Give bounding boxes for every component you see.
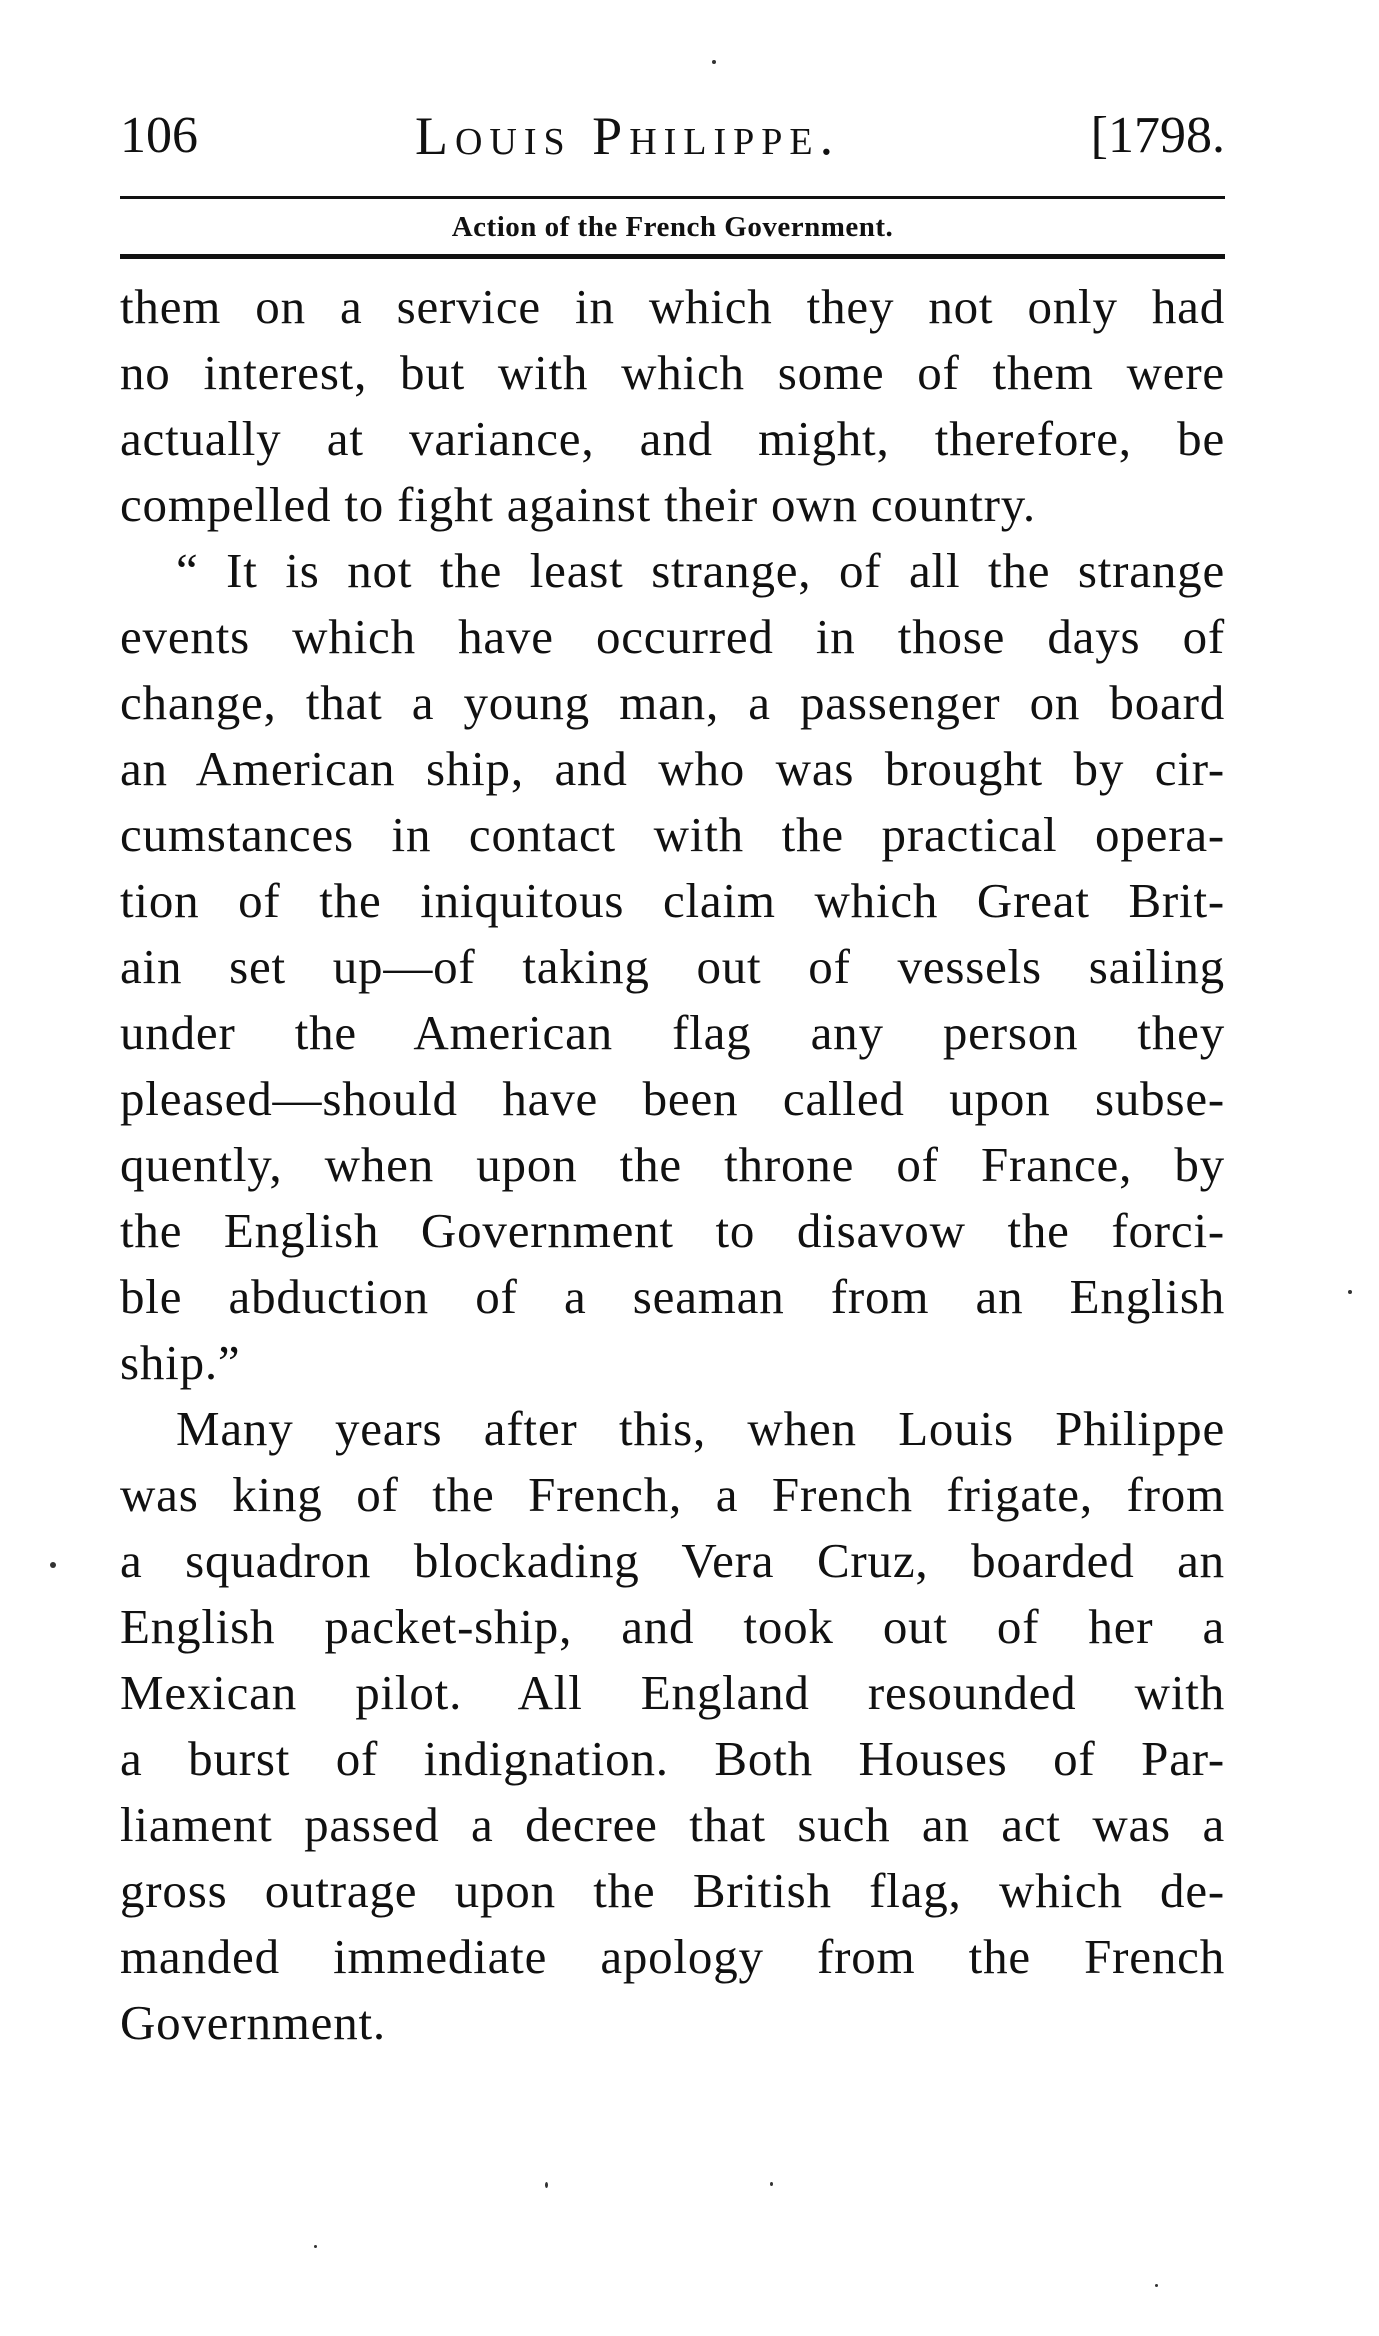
- scan-speck: [50, 1562, 56, 1568]
- text-line: the English Government to disavow the forci-: [120, 1203, 1225, 1258]
- page-header: [120, 100, 1225, 180]
- text-line: Mexican pilot. All England resounded with: [120, 1665, 1225, 1720]
- section-title: Action of the French Government.: [451, 211, 894, 243]
- header-rule-bottom: [120, 254, 1225, 259]
- text-line: actually at variance, and might, therefore, be: [120, 411, 1225, 466]
- scan-speck: [314, 2245, 317, 2248]
- text-line: events which have occurred in those days of: [120, 609, 1225, 664]
- year-marker: [1798.: [1090, 107, 1225, 164]
- scan-speck: [770, 2182, 773, 2186]
- text-line: pleased—should have been called upon subse-: [120, 1071, 1225, 1126]
- scan-speck: [712, 60, 716, 64]
- paragraph-2: [120, 538, 1225, 1396]
- body-text: [120, 274, 1225, 2056]
- text-line: compelled to fight against their own country.: [120, 477, 1036, 532]
- text-line: Many years after this, when Louis Philippe: [176, 1401, 1225, 1456]
- text-line: ain set up—of taking out of vessels sailing: [120, 939, 1225, 994]
- text-line: liament passed a decree that such an act was a: [120, 1797, 1225, 1852]
- text-line: ship.”: [120, 1335, 241, 1390]
- text-line: an American ship, and who was brought by cir-: [120, 741, 1225, 796]
- page-number: 106: [120, 107, 198, 164]
- text-line: tion of the iniquitous claim which Great Brit-: [120, 873, 1225, 928]
- scan-speck: [545, 2182, 548, 2188]
- text-line: Government.: [120, 1995, 386, 2050]
- text-line: manded immediate apology from the French: [120, 1929, 1225, 1984]
- running-title: Louis Philippe.: [415, 106, 841, 166]
- text-line: “ It is not the least strange, of all the strange: [176, 543, 1225, 598]
- scan-speck: [1348, 1290, 1352, 1294]
- text-line: change, that a young man, a passenger on board: [120, 675, 1225, 730]
- paragraph-3: [120, 1396, 1225, 2056]
- text-line: quently, when upon the throne of France, by: [120, 1137, 1225, 1192]
- text-line: ble abduction of a seaman from an English: [120, 1269, 1225, 1324]
- text-line: cumstances in contact with the practical opera-: [120, 807, 1225, 862]
- text-line: under the American flag any person they: [120, 1005, 1225, 1060]
- text-line: a burst of indignation. Both Houses of Par-: [120, 1731, 1225, 1786]
- text-line: was king of the French, a French frigate, from: [120, 1467, 1225, 1522]
- text-line: gross outrage upon the British flag, which de-: [120, 1863, 1225, 1918]
- text-line: English packet-ship, and took out of her a: [120, 1599, 1225, 1654]
- scan-speck: [1155, 2284, 1158, 2287]
- header-rule-top: [120, 196, 1225, 199]
- paragraph-1: [120, 274, 1225, 538]
- text-line: them on a service in which they not only had: [120, 279, 1225, 334]
- text-line: no interest, but with which some of them were: [120, 345, 1225, 400]
- text-line: a squadron blockading Vera Cruz, boarded an: [120, 1533, 1225, 1588]
